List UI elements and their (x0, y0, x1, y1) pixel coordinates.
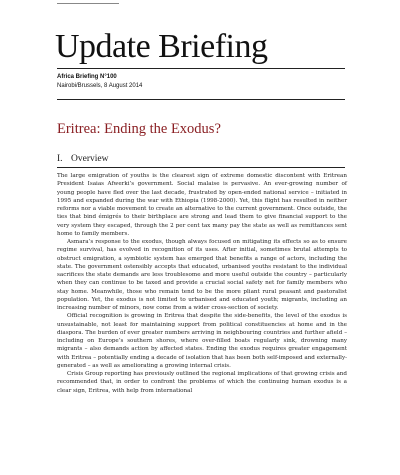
body-text (57, 172, 347, 395)
section-rule (57, 167, 345, 168)
document-title: Update Briefing (55, 28, 268, 65)
title-rule (57, 68, 345, 69)
section-title: Overview (71, 154, 109, 164)
section-number: I. (57, 154, 63, 164)
briefing-number: Africa Briefing N°100 (57, 74, 117, 80)
paragraph: The large emigration of youths is the clearest sign of extreme domestic discontent with Eritrean President Isaias Afwerki’s government. Social malaise is pervasive. An ever-growing number of young people have fled over the last decade, frustrated by open-ended national service – initiated in 1995 and expanded during the war with Ethiopia (1998-2000). Yet, this flight has resulted in neither reforms nor a viable movement to create an alternative to the current government. Once outside, the ties that bind émigrés to their birthplace are strong and lead them to give financial support to the very system they escaped, through the 2 per cent tax many pay the state as well as remittances sent home to family members. (57, 173, 347, 237)
dateline: Nairobi/Brussels, 8 August 2014 (57, 83, 143, 89)
paragraph: Crisis Group reporting has previously outlined the regional implications of that growing crisis and recommended that, in order to confront the problems of which the continuing human exodus is a clear sign, Eritrea, with help from international (57, 371, 347, 394)
meta-rule (57, 99, 345, 100)
paragraph: Official recognition is growing in Eritrea that despite the side-benefits, the level of the exodus is unsustainable, not least for maintaining support from political constituencies at home and in the diaspora. The burden of ever greater numbers arriving in neighbouring countries and further afield – including on Europe’s southern shores, where over-filled boats regularly sink, drowning many migrants – also demands action by affected states. Ending the exodus requires greater engagement with Eritrea – potentially ending a decade of isolation that has been both self-imposed and externally-generated – as well as ameliorating a growing internal crisis. (57, 313, 347, 369)
paragraph: Asmara’s response to the exodus, though always focused on mitigating its effects so as to ensure regime survival, has evolved in recognition of its uses. After initial, sometimes brutal attempts to obstruct emigration, a symbiotic system has emerged that benefits a range of actors, including the state. The government ostensibly accepts that educated, urbanised youths resistant to the individual sacrifices the state demands are less troublesome and more useful outside the country – particularly when they can continue to be taxed and provide a crucial social safety net for family members who stay home. Meanwhile, those who remain tend to be the more pliant rural peasant and pastoralist population. Yet, the exodus is not limited to urbanised and educated youth; migrants, including an increasing number of minors, now come from a wider cross-section of society. (57, 239, 347, 311)
report-headline: Eritrea: Ending the Exodus? (57, 121, 221, 137)
header-top-mark (57, 0, 119, 4)
section-heading (57, 154, 108, 164)
briefing-meta (57, 73, 142, 91)
